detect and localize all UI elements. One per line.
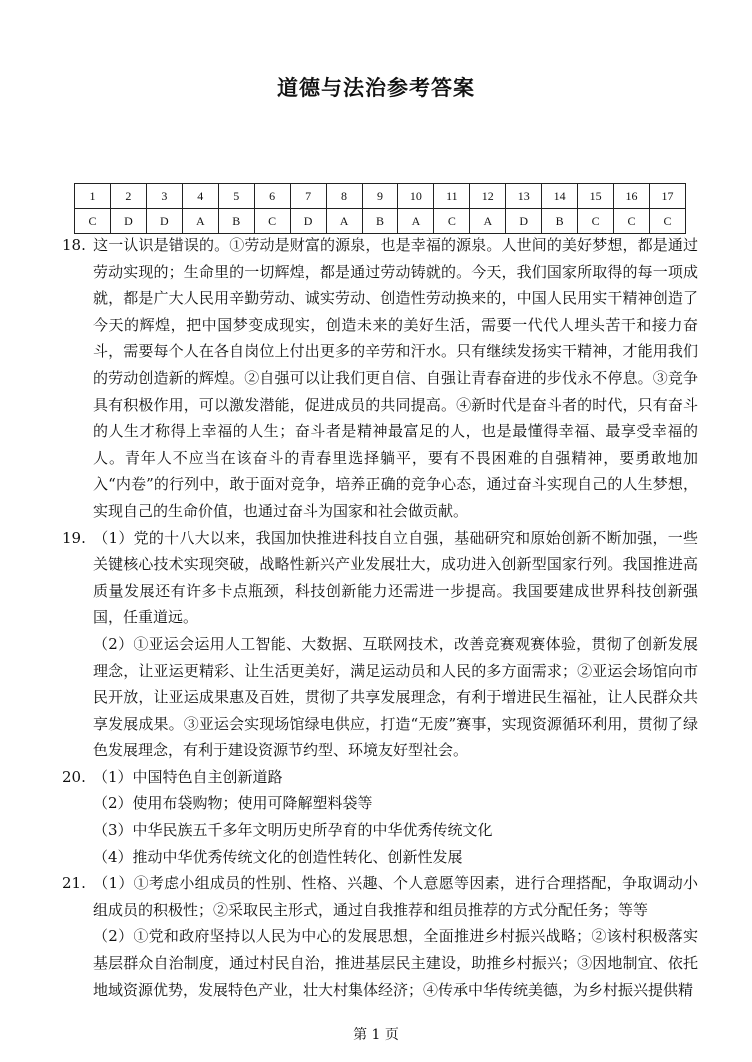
- answer-text: （1）①考虑小组成员的性别、性格、兴趣、个人意愿等因素，进行合理搭配，争取调动小组成员的积极性；②采取民主形式，通过自我推荐和组员推荐的方式分配任务；等等: [93, 874, 698, 919]
- answer-text: （2）①亚运会运用人工智能、大数据、互联网技术，改善竞赛观赛体验，贯彻了创新发展理念，让亚运更精彩、让生活更美好，满足运动员和人民的多方面需求；②亚运会场馆向市民开放，让亚运成果惠及百姓，贯彻了共享发展理念，有利于增进民生福祉，让人民群众共享发展成果。③亚运会实现场馆绿电供应，打造“无废”赛事，实现资源循环利用，贯彻了绿色发展理念，有利于建设资源节约型、环境友好型社会。: [93, 634, 698, 760]
- answer-cell: C: [434, 209, 470, 234]
- answer-text: （2）使用布袋购物；使用可降解塑料袋等: [93, 794, 373, 813]
- question-number-cell: 12: [470, 184, 506, 209]
- answer-cell: A: [398, 209, 434, 234]
- question-21-part-1: [62, 870, 698, 923]
- answer-cell: A: [326, 209, 362, 234]
- answer-cell: D: [110, 209, 146, 234]
- page-title: 道德与法治参考答案: [277, 76, 475, 100]
- question-number-cell: 14: [542, 184, 578, 209]
- question-19-part-2: [62, 631, 698, 764]
- question-number-cell: 10: [398, 184, 434, 209]
- question-20-part-2: [62, 790, 698, 817]
- answer-cell: A: [182, 209, 218, 234]
- question-21-part-2: [62, 923, 698, 1003]
- question-number-cell: 9: [362, 184, 398, 209]
- answer-content: [62, 232, 698, 1003]
- question-number: 21.: [62, 874, 86, 893]
- question-number-cell: 16: [614, 184, 650, 209]
- question-20-part-1: [62, 764, 698, 791]
- question-number: 18.: [62, 236, 86, 254]
- answer-cell: C: [254, 209, 290, 234]
- answer-table: [74, 183, 686, 234]
- answer-text: （1）党的十八大以来，我国加快推进科技自立自强，基础研究和原始创新不断加强，一些关键核心技术实现突破，战略性新兴产业发展壮大，成功进入创新型国家行列。我国推进高质量发展还有许多卡点瓶颈，科技创新能力还需进一步提高。我国要建成世界科技创新强国，任重道远。: [93, 528, 698, 627]
- answer-cell: C: [75, 209, 111, 234]
- question-number: 19.: [62, 528, 86, 547]
- answer-cell: C: [614, 209, 650, 234]
- answer-text: （1）中国特色自主创新道路: [93, 767, 283, 786]
- answer-cell: B: [542, 209, 578, 234]
- question-20-part-3: [62, 817, 698, 844]
- question-number-row: [75, 184, 686, 209]
- question-number-cell: 6: [254, 184, 290, 209]
- question-20-part-4: [62, 844, 698, 871]
- answer-cell: D: [506, 209, 542, 234]
- question-number-cell: 7: [290, 184, 326, 209]
- question-number-cell: 13: [506, 184, 542, 209]
- question-number-cell: 4: [182, 184, 218, 209]
- question-number-cell: 15: [578, 184, 614, 209]
- question-18: [62, 232, 698, 525]
- answer-cell: B: [218, 209, 254, 234]
- answer-text: （4）推动中华优秀传统文化的创造性转化、创新性发展: [93, 847, 463, 866]
- answer-cell: A: [470, 209, 506, 234]
- question-19-part-1: [62, 525, 698, 631]
- question-number-cell: 3: [146, 184, 182, 209]
- page-number: 第 1 页: [353, 1027, 399, 1043]
- answer-text: 这一认识是错误的。①劳动是财富的源泉，也是幸福的源泉。人世间的美好梦想，都是通过劳动实现的；生命里的一切辉煌，都是通过劳动铸就的。今天，我们国家所取得的每一项成就，都是广大人民用辛勤劳动、诚实劳动、创造性劳动换来的，中国人民用实干精神创造了今天的辉煌，把中国梦变成现实，创造未来的美好生活，需要一代代人埋头苦干和接力奋斗，需要每个人在各自岗位上付出更多的辛劳和汗水。只有继续发扬实干精神，才能用我们的劳动创造新的辉煌。②自强可以让我们更自信、自强让青春奋进的步伐永不停息。③竞争具有积极作用，可以激发潜能，促进成员的共同提高。④新时代是奋斗者的时代，只有奋斗的人生才称得上幸福的人生；奋斗者是精神最富足的人，也是最懂得幸福、最享受幸福的人。青年人不应当在该奋斗的青春里选择躺平，要有不畏困难的自强精神，要勇敢地加入“内卷”的行列中，敢于面对竞争，培养正确的竞争心态，通过奋斗实现自己的人生梦想，实现自己的生命价值，也通过奋斗为国家和社会做贡献。: [93, 236, 698, 520]
- answer-cell: C: [578, 209, 614, 234]
- question-number: 20.: [62, 767, 86, 786]
- question-number-cell: 8: [326, 184, 362, 209]
- question-number-cell: 5: [218, 184, 254, 209]
- question-number-cell: 17: [650, 184, 686, 209]
- question-number-cell: 11: [434, 184, 470, 209]
- answer-cell: D: [290, 209, 326, 234]
- answer-text: （3）中华民族五千多年文明历史所孕育的中华优秀传统文化: [93, 821, 493, 840]
- question-number-cell: 2: [110, 184, 146, 209]
- answer-cell: B: [362, 209, 398, 234]
- question-number-cell: 1: [75, 184, 111, 209]
- answer-cell: D: [146, 209, 182, 234]
- answer-row: [75, 209, 686, 234]
- answer-cell: C: [650, 209, 686, 234]
- answer-text: （2）①党和政府坚持以人民为中心的发展思想，全面推进乡村振兴战略；②该村积极落实基层群众自治制度，通过村民自治，推进基层民主建设，助推乡村振兴；③因地制宜、依托地域资源优势，发展特色产业，壮大村集体经济；④传承中华传统美德，为乡村振兴提供精: [93, 927, 698, 999]
